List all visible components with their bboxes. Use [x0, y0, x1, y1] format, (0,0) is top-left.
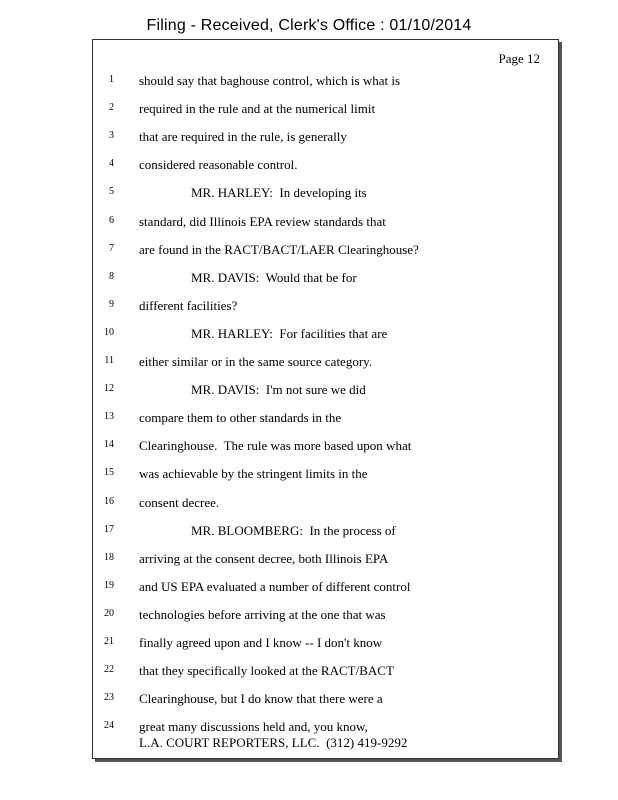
line-number: 20 — [104, 607, 114, 619]
line-number: 7 — [109, 242, 114, 254]
line-number: 18 — [104, 551, 114, 563]
transcript-page — [92, 39, 559, 759]
line-number: 6 — [109, 214, 114, 226]
transcript-line — [93, 101, 558, 121]
line-text: MR. BLOOMBERG: In the process of — [191, 522, 396, 538]
transcript-line — [93, 579, 558, 599]
line-number: 15 — [104, 467, 114, 479]
line-number: 11 — [104, 355, 114, 366]
line-text: great many discussions held and, you know, — [139, 719, 368, 735]
transcript-line — [93, 495, 558, 515]
transcript-line — [93, 73, 558, 93]
line-text: finally agreed upon and I know -- I don't know — [139, 635, 383, 650]
line-text: compare them to other standards in the — [139, 410, 342, 426]
line-text: Clearinghouse. The rule was more based upon what — [139, 438, 412, 454]
line-number: 16 — [104, 495, 114, 507]
line-number: 1 — [109, 74, 114, 85]
transcript-line — [93, 607, 558, 627]
line-number: 23 — [104, 692, 114, 704]
line-text: MR. HARLEY: For facilities that are — [191, 325, 388, 341]
line-text: either similar or in the same source category. — [139, 354, 373, 369]
transcript-line — [93, 551, 558, 571]
line-number: 2 — [109, 102, 114, 114]
line-number: 19 — [104, 579, 114, 591]
line-text: consent decree. — [139, 494, 220, 510]
transcript-line — [93, 466, 558, 486]
line-number: 10 — [104, 326, 114, 338]
line-number: 14 — [104, 439, 114, 451]
line-text: MR. DAVIS: I'm not sure we did — [191, 382, 366, 398]
transcript-line — [93, 523, 558, 543]
line-number: 22 — [104, 664, 114, 676]
court-reporter-footer: L.A. COURT REPORTERS, LLC. (312) 419-9292 — [139, 735, 408, 750]
line-text: MR. HARLEY: In developing its — [191, 185, 367, 201]
transcript-line — [93, 129, 558, 149]
line-number: 12 — [104, 383, 114, 395]
transcript-line — [93, 242, 558, 262]
line-text: and US EPA evaluated a number of different control — [139, 578, 411, 594]
line-text: Clearinghouse, but I do know that there were a — [139, 691, 383, 707]
transcript-line — [93, 214, 558, 234]
line-number: 5 — [109, 186, 114, 198]
line-number: 21 — [104, 636, 114, 647]
line-text: considered reasonable control. — [139, 157, 298, 173]
transcript-line — [93, 185, 558, 205]
line-text: different facilities? — [139, 297, 238, 313]
transcript-line — [93, 663, 558, 683]
page-number: Page 12 — [498, 51, 540, 66]
transcript-line — [93, 635, 558, 655]
line-text: that they specifically looked at the RACT/BACT — [139, 663, 394, 679]
transcript-line — [93, 354, 558, 374]
line-text: arriving at the consent decree, both Illinois EPA — [139, 550, 389, 566]
transcript-line — [93, 382, 558, 402]
line-number: 17 — [104, 523, 114, 535]
transcript-line — [93, 298, 558, 318]
line-text: should say that baghouse control, which is what is — [139, 73, 401, 88]
transcript-line — [93, 438, 558, 458]
line-number: 13 — [104, 411, 114, 423]
transcript-line — [93, 691, 558, 711]
line-text: required in the rule and at the numerical limit — [139, 101, 376, 117]
transcript-line — [93, 326, 558, 346]
line-text: technologies before arriving at the one that was — [139, 606, 386, 622]
line-number: 3 — [109, 130, 114, 142]
transcript-line — [93, 157, 558, 177]
line-text: that are required in the rule, is generally — [139, 129, 347, 145]
transcript-line — [93, 270, 558, 290]
line-number: 4 — [109, 158, 114, 170]
transcript-line — [93, 410, 558, 430]
line-number: 9 — [109, 298, 114, 310]
line-text: standard, did Illinois EPA review standards that — [139, 213, 386, 229]
line-number: 24 — [104, 720, 114, 732]
line-number: 8 — [109, 270, 114, 282]
line-text: was achievable by the stringent limits in the — [139, 466, 368, 482]
line-text: are found in the RACT/BACT/LAER Clearinghouse? — [139, 241, 419, 257]
line-text: MR. DAVIS: Would that be for — [191, 269, 357, 285]
filing-stamp-header: Filing - Received, Clerk's Office : 01/10/2014 — [146, 17, 472, 34]
